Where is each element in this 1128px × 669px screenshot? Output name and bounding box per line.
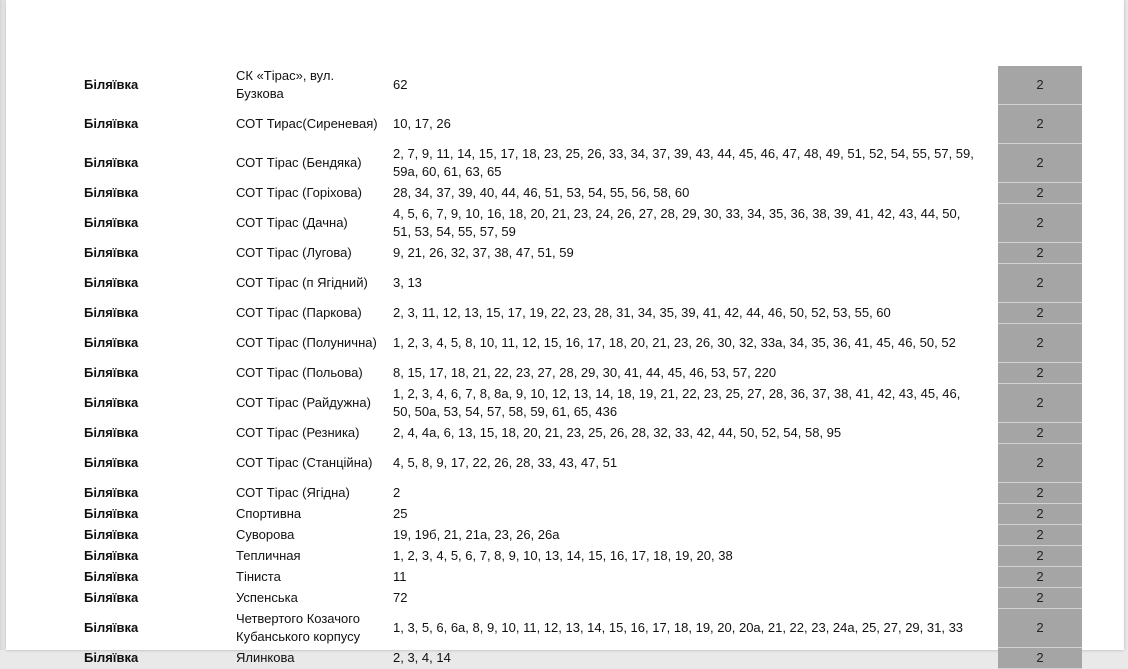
house-numbers-cell: 4, 5, 6, 7, 9, 10, 16, 18, 20, 21, 23, 24, 26, 27, 28, 29, 30, 33, 34, 35, 36, 38, 39, 41, 42, 43, 44, 50, 51, 53, 54, 55, 57, 59 <box>393 206 961 239</box>
house-numbers-cell: 2, 3, 11, 12, 13, 15, 17, 19, 22, 23, 28, 31, 34, 35, 39, 41, 42, 44, 46, 50, 52, 53, 55, 60 <box>393 305 891 320</box>
street-cell: СОТ Тірас (Лугова) <box>236 245 352 260</box>
settlement-cell: Біляївка <box>84 548 139 563</box>
settlement-cell: Біляївка <box>84 185 139 200</box>
table-row <box>80 243 1082 264</box>
house-numbers-cell: 9, 21, 26, 32, 37, 38, 47, 51, 59 <box>393 245 574 260</box>
settlement-cell: Біляївка <box>84 77 139 93</box>
table-row <box>80 303 1082 324</box>
spacer-cell <box>986 324 998 363</box>
settlement-cell: Біляївка <box>84 245 139 260</box>
settlement-cell: Біляївка <box>84 395 139 410</box>
table-row <box>80 183 1082 204</box>
queue-cell: 2 <box>998 66 1082 105</box>
table-row <box>80 144 1082 183</box>
settlement-cell: Біляївка <box>84 425 139 440</box>
address-table <box>80 66 1082 669</box>
queue-cell: 2 <box>998 546 1082 567</box>
spacer-cell <box>986 264 998 303</box>
queue-cell: 2 <box>998 483 1082 504</box>
street-cell: Ялинкова <box>236 650 295 665</box>
street-cell: СОТ Тірас (Паркова) <box>236 305 362 320</box>
settlement-cell: Біляївка <box>84 620 139 635</box>
street-cell: Тіниста <box>236 569 281 584</box>
table-row <box>80 66 1082 105</box>
table-row <box>80 546 1082 567</box>
house-numbers-cell: 2, 3, 4, 14 <box>393 650 451 665</box>
street-cell: СОТ Тірас (Дачна) <box>236 215 348 230</box>
table-row <box>80 363 1082 384</box>
settlement-cell: Біляївка <box>84 485 139 500</box>
spacer-cell <box>986 384 998 423</box>
spacer-cell <box>986 423 998 444</box>
house-numbers-cell: 1, 3, 5, 6, 6а, 8, 9, 10, 11, 12, 13, 14, 15, 16, 17, 18, 19, 20, 20а, 21, 22, 23, 24а, 25, 27, 29, 31, 33 <box>393 620 964 635</box>
queue-cell: 2 <box>998 609 1082 648</box>
house-numbers-cell: 19, 19б, 21, 21а, 23, 26, 26а <box>393 527 560 542</box>
street-cell: Тепличная <box>236 548 301 563</box>
spacer-cell <box>986 363 998 384</box>
queue-cell: 2 <box>998 567 1082 588</box>
table-row <box>80 423 1082 444</box>
street-cell: СОТ Тірас (Резника) <box>236 425 360 440</box>
house-numbers-cell: 28, 34, 37, 39, 40, 44, 46, 51, 53, 54, 55, 56, 58, 60 <box>393 185 690 200</box>
street-cell: Суворова <box>236 527 295 542</box>
house-numbers-cell: 10, 17, 26 <box>393 116 451 131</box>
house-numbers-cell: 2, 7, 9, 11, 14, 15, 17, 18, 23, 25, 26, 33, 34, 37, 39, 43, 44, 45, 46, 47, 48, 49, 51, 52, 54, 55, 57, 59, 59а, 60, 61, 63, 65 <box>393 146 974 179</box>
street-cell: СОТ Тірас (Бендяка) <box>236 155 362 170</box>
spacer-cell <box>986 504 998 525</box>
queue-cell: 2 <box>998 264 1082 303</box>
house-numbers-cell: 11 <box>393 569 407 584</box>
queue-cell: 2 <box>998 504 1082 525</box>
spacer-cell <box>986 105 998 144</box>
street-cell: СОТ Тірас (Станційна) <box>236 455 373 470</box>
spacer-cell <box>986 648 998 669</box>
street-cell: СОТ Тірас (Польова) <box>236 365 363 380</box>
house-numbers-cell: 4, 5, 8, 9, 17, 22, 26, 28, 33, 43, 47, 51 <box>393 455 618 470</box>
house-numbers-cell: 62 <box>393 77 408 93</box>
house-numbers-cell: 1, 2, 3, 4, 6, 7, 8, 8а, 9, 10, 12, 13, 14, 18, 19, 21, 22, 23, 25, 27, 28, 36, 37, 38, 41, 42, 43, 45, 46, 50, 50а, 53, 54, 57, 58, 59, 61, 65, 436 <box>393 386 961 419</box>
settlement-cell: Біляївка <box>84 455 139 470</box>
settlement-cell: Біляївка <box>84 116 139 131</box>
house-numbers-cell: 1, 2, 3, 4, 5, 6, 7, 8, 9, 10, 13, 14, 15, 16, 17, 18, 19, 20, 38 <box>393 548 733 563</box>
settlement-cell: Біляївка <box>84 365 139 380</box>
queue-cell: 2 <box>998 243 1082 264</box>
street-cell: СОТ Тирас(Сиреневая) <box>236 116 378 131</box>
settlement-cell: Біляївка <box>84 650 139 665</box>
queue-cell: 2 <box>998 144 1082 183</box>
street-cell: СОТ Тірас (Горіхова) <box>236 185 362 200</box>
queue-cell: 2 <box>998 384 1082 423</box>
spacer-cell <box>986 609 998 648</box>
street-cell: Спортивна <box>236 506 302 521</box>
house-numbers-cell: 25 <box>393 506 408 521</box>
queue-cell: 2 <box>998 303 1082 324</box>
table-row <box>80 588 1082 609</box>
settlement-cell: Біляївка <box>84 275 139 290</box>
settlement-cell: Біляївка <box>84 590 139 605</box>
house-numbers-cell: 3, 13 <box>393 275 422 290</box>
table-row <box>80 264 1082 303</box>
street-cell: СК «Тірас», вул. Бузкова <box>236 68 335 102</box>
queue-cell: 2 <box>998 444 1082 483</box>
spacer-cell <box>986 144 998 183</box>
table-row <box>80 384 1082 423</box>
queue-cell: 2 <box>998 525 1082 546</box>
settlement-cell: Біляївка <box>84 506 139 521</box>
settlement-cell: Біляївка <box>84 215 139 230</box>
street-cell: СОТ Тірас (Райдужна) <box>236 395 371 410</box>
table-row <box>80 105 1082 144</box>
queue-cell: 2 <box>998 324 1082 363</box>
house-numbers-cell: 8, 15, 17, 18, 21, 22, 23, 27, 28, 29, 30, 41, 44, 45, 46, 53, 57, 220 <box>393 365 777 380</box>
street-cell: СОТ Тірас (Полунична) <box>236 335 377 350</box>
street-cell: Четвертого Козачого Кубанського корпусу <box>236 611 361 644</box>
spacer-cell <box>986 483 998 504</box>
street-cell: Успенська <box>236 590 298 605</box>
spacer-cell <box>986 183 998 204</box>
queue-cell: 2 <box>998 105 1082 144</box>
house-numbers-cell: 2 <box>393 485 401 500</box>
settlement-cell: Біляївка <box>84 335 139 350</box>
spacer-cell <box>986 588 998 609</box>
table-row <box>80 444 1082 483</box>
table-row <box>80 204 1082 243</box>
queue-cell: 2 <box>998 423 1082 444</box>
spacer-cell <box>986 303 998 324</box>
spacer-cell <box>986 204 998 243</box>
street-cell: СОТ Тірас (п Ягідний) <box>236 275 368 290</box>
spacer-cell <box>986 444 998 483</box>
settlement-cell: Біляївка <box>84 305 139 320</box>
table-row <box>80 567 1082 588</box>
queue-cell: 2 <box>998 648 1082 669</box>
house-numbers-cell: 72 <box>393 590 408 605</box>
spacer-cell <box>986 546 998 567</box>
table-row <box>80 504 1082 525</box>
settlement-cell: Біляївка <box>84 569 139 584</box>
table-row <box>80 324 1082 363</box>
queue-cell: 2 <box>998 183 1082 204</box>
settlement-cell: Біляївка <box>84 155 139 170</box>
spacer-cell <box>986 525 998 546</box>
document-page <box>6 0 1124 665</box>
queue-cell: 2 <box>998 204 1082 243</box>
table-row <box>80 648 1082 669</box>
spacer-cell <box>986 567 998 588</box>
table-row <box>80 525 1082 546</box>
house-numbers-cell: 2, 4, 4а, 6, 13, 15, 18, 20, 21, 23, 25, 26, 28, 32, 33, 42, 44, 50, 52, 54, 58, 95 <box>393 425 842 440</box>
house-numbers-cell: 1, 2, 3, 4, 5, 8, 10, 11, 12, 15, 16, 17, 18, 20, 21, 23, 26, 30, 32, 33а, 34, 35, 36, 41, 45, 46, 50, 52 <box>393 335 956 350</box>
settlement-cell: Біляївка <box>84 527 139 542</box>
table-row <box>80 609 1082 648</box>
queue-cell: 2 <box>998 588 1082 609</box>
spacer-cell <box>986 66 998 105</box>
street-cell: СОТ Тірас (Ягідна) <box>236 485 350 500</box>
queue-cell: 2 <box>998 363 1082 384</box>
spacer-cell <box>986 243 998 264</box>
table-row <box>80 483 1082 504</box>
